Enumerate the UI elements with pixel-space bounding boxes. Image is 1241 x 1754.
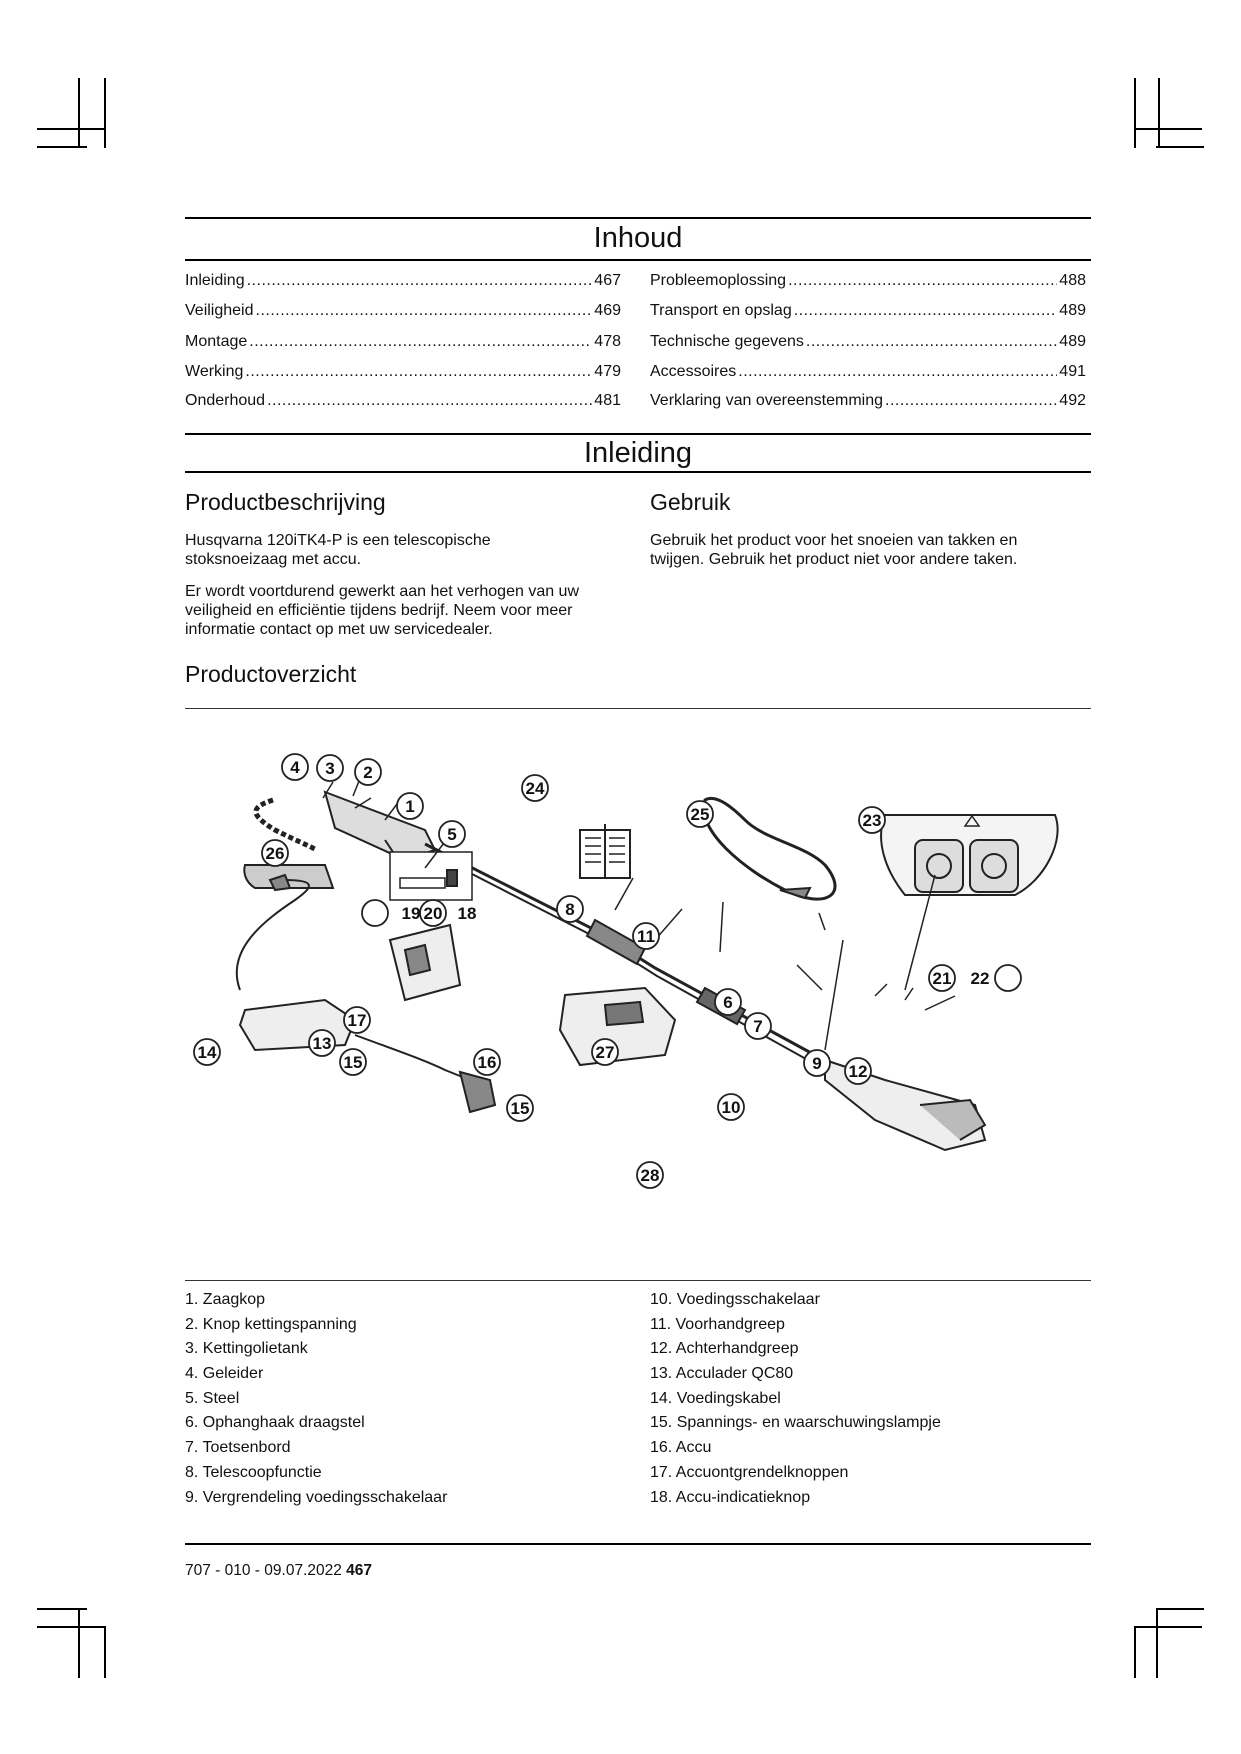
crop-mark [1134,78,1136,148]
callout-4-label: 4 [290,758,300,777]
callout-blank [362,900,388,926]
callout-10-label: 10 [721,1098,741,1117]
callout-15 [340,1049,366,1075]
toc-label: Werking [185,363,244,380]
callout-4 [282,754,308,780]
callout-6-label: 6 [723,993,733,1012]
toc-label: Technische gegevens [650,333,804,350]
book-icon [580,824,630,878]
callout-16 [474,1049,500,1075]
heading-usage: Gebruik [650,489,731,515]
paragraph: Husqvarna 120iTK4-P is een telescopische stoksnoeizaag met accu. [185,532,491,568]
callout-6 [715,989,741,1015]
callout-15b-label: 15 [510,1099,530,1118]
page-number: 467 [346,1562,373,1579]
crop-mark [37,146,87,148]
callout-14-label: 14 [197,1043,217,1062]
callout-2-label: 2 [363,763,373,782]
crop-mark [78,1608,80,1678]
paragraph: Er wordt voortdurend gewerkt aan het verhogen van uw veiligheid en efficiëntie tijdens bedrijf. Neem voor meer informatie contact op met uw servicedealer. [185,583,580,638]
toc-entry[interactable] [650,363,1086,381]
callout-27 [592,1039,618,1065]
callout-17 [344,1007,370,1033]
heading-overview: Productoverzicht [185,661,357,687]
callout-20 [420,900,446,926]
toc-label: Onderhoud [185,392,266,409]
list-item: 15. Spannings- en waarschuwingslampje [650,1414,941,1432]
crop-mark [1156,1608,1158,1678]
page-footer [185,1562,372,1580]
section-title: Inleiding [583,437,693,469]
callout-21 [929,965,955,991]
callout-11-label: 11 [637,927,655,946]
rule [185,433,1091,435]
callout-26-label: 26 [265,844,285,863]
list-item: 17. Accuontgrendelknoppen [650,1463,849,1481]
callout-20-label: 20 [423,904,443,923]
toc-label: Accessoires [650,363,737,380]
callout-26 [262,840,288,866]
crop-mark [1156,146,1204,148]
callout-12 [845,1058,871,1084]
callout-7 [745,1013,771,1039]
paragraph: Gebruik het product voor het snoeien van takken en twijgen. Gebruik het product niet voor andere taken. [650,532,1018,568]
callout-25 [687,801,713,827]
toc-title: Inhoud [593,222,683,254]
callout-3 [317,755,343,781]
list-item: 16. Accu [650,1439,712,1457]
rule [185,217,1091,219]
callout-15b [507,1095,533,1121]
toc-label: Transport en opslag [650,302,792,319]
toc-entry[interactable] [185,392,621,410]
list-item: 14. Voedingskabel [650,1389,781,1407]
callout-18-label: 18 [457,904,477,923]
callout-28 [637,1162,663,1188]
callout-5-label: 5 [447,825,457,844]
callout-27-label: 27 [595,1043,615,1062]
callout-9 [804,1050,830,1076]
toc-label: Veiligheid [185,302,254,319]
toc-page: 469 [594,302,621,319]
list-item: 5. Steel [185,1389,240,1407]
callout-22 [971,969,990,988]
callout-17-label: 17 [347,1011,367,1030]
parts-list-left [185,1289,447,1511]
toc-entry[interactable] [650,392,1086,410]
callout-10 [718,1094,744,1120]
list-item: 8. Telescoopfunctie [185,1463,322,1481]
toc-page: 491 [1059,363,1086,380]
product-overview-diagram [185,720,1091,1260]
callout-11 [633,923,659,949]
toc-label: Inleiding [185,272,245,289]
callout-23-label: 23 [862,811,882,830]
callout-14 [194,1039,220,1065]
list-item: 9. Vergrendeling voedingsschakelaar [185,1488,448,1506]
callout-16-label: 16 [477,1053,497,1072]
parts-list-right [650,1289,941,1511]
callout-5 [439,821,465,847]
toc-page: 467 [594,272,621,289]
callout-12-label: 12 [848,1062,868,1081]
callout-19 [402,904,421,923]
toc-page: 488 [1059,272,1086,289]
heading-product-description: Productbeschrijving [185,489,386,515]
crop-mark [37,128,105,130]
crop-mark [1158,78,1160,148]
callout-1-label: 1 [405,797,415,816]
list-item: 7. Toetsenbord [185,1439,291,1457]
charger-icon [240,1000,355,1050]
list-item: 18. Accu-indicatieknop [650,1488,811,1506]
toc-page: 478 [594,333,621,350]
callout-19-label: 19 [401,904,421,923]
power-cable [237,880,309,990]
crop-mark [104,1626,106,1678]
callout-8 [557,896,583,922]
callout-22-label: 22 [970,969,990,988]
callout-22-circle [995,965,1021,991]
toc-entry[interactable] [185,333,621,351]
list-item: 11. Voorhandgreep [650,1315,785,1333]
list-item: 2. Knop kettingspanning [185,1315,357,1333]
callout-24 [522,775,548,801]
list-item: 4. Geleider [185,1365,264,1383]
callout-7-label: 7 [753,1017,763,1036]
callout-2 [355,759,381,785]
crop-mark [1134,1626,1136,1678]
list-item: 10. Voedingsschakelaar [650,1291,820,1308]
rule [185,708,1091,709]
toc-page: 481 [594,392,621,409]
callout-21-label: 21 [932,969,952,988]
callout-1 [397,793,423,819]
list-item: 12. Achterhandgreep [650,1340,799,1358]
callout-8-label: 8 [565,900,575,919]
toc-entry[interactable] [650,272,1086,290]
callout-28-label: 28 [640,1166,660,1185]
callout-13-label: 13 [312,1034,332,1053]
toc-label: Probleemoplossing [650,272,787,289]
callout-18 [458,904,477,923]
rule [185,1280,1091,1281]
list-item: 13. Acculader QC80 [650,1365,794,1383]
callout-23 [859,807,885,833]
toc-page: 479 [594,363,621,380]
crop-mark [104,78,106,148]
rule [185,471,1091,473]
rule [185,259,1091,261]
crop-mark [78,78,80,148]
crop-mark [1134,1626,1202,1628]
toc-page: 492 [1059,392,1086,409]
crop-mark [1156,1608,1204,1610]
callout-25-label: 25 [690,805,710,824]
toc-entry[interactable] [650,333,1086,351]
list-item: 6. Ophanghaak draagstel [185,1414,365,1432]
crop-mark [37,1626,105,1628]
toc-page: 489 [1059,302,1086,319]
toc-entry[interactable] [650,302,1086,320]
callout-24-label: 24 [525,779,545,798]
toc-label: Verklaring van overeenstemming [650,392,884,409]
callout-13 [309,1030,335,1056]
strap-icon [704,798,835,899]
crop-mark [1134,128,1202,130]
toc-entry[interactable] [185,302,621,320]
rule [185,1543,1091,1545]
callout-3-label: 3 [325,759,335,778]
toc-label: Montage [185,333,248,350]
doc-reference: 707 - 010 - 09.07.2022 [185,1562,342,1579]
toc-entry[interactable] [185,272,621,290]
chain-icon [256,800,317,850]
toc-page: 489 [1059,333,1086,350]
list-item: 1. Zaagkop [185,1291,266,1308]
list-item: 3. Kettingolietank [185,1340,308,1358]
toc-entry[interactable] [185,363,621,381]
callout-9-label: 9 [812,1054,822,1073]
callout-15-label: 15 [343,1053,363,1072]
